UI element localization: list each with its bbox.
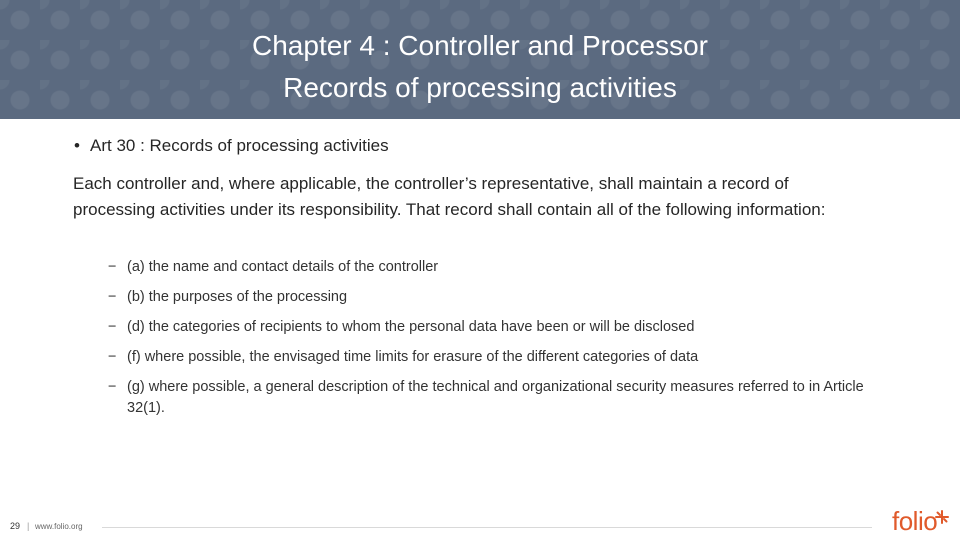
slide-title-line-2: Records of processing activities — [283, 72, 677, 103]
sub-item-f — [108, 347, 898, 368]
footer-website: www.folio.org — [35, 522, 83, 531]
sub-item-a — [108, 257, 898, 278]
sub-item-g — [108, 377, 898, 419]
dash-marker: − — [108, 259, 117, 275]
sub-item-text: (d) the categories of recipients to whom the personal data have been or will be disclosed — [127, 319, 695, 335]
sub-item-text: (b) the purposes of the processing — [127, 289, 348, 305]
bullet-text: Art 30 : Records of processing activities — [90, 136, 389, 155]
footer-divider — [102, 527, 872, 528]
footer-separator: | — [27, 521, 30, 531]
sub-item-d — [108, 317, 898, 338]
folio-logo-mark-icon — [934, 509, 950, 525]
sub-item-b — [108, 287, 898, 308]
dash-marker: − — [108, 319, 117, 335]
slide-title-line-1: Chapter 4 : Controller and Processor — [252, 30, 708, 61]
folio-logo: folio — [892, 506, 938, 536]
bullet-symbol: • — [74, 136, 80, 155]
dash-marker: − — [108, 379, 117, 395]
dash-marker: − — [108, 289, 117, 305]
page-number: 29 — [10, 521, 21, 531]
title-banner — [0, 0, 960, 119]
sub-item-text: (f) where possible, the envisaged time limits for erasure of the different categories of data — [127, 349, 699, 365]
dash-marker: − — [108, 349, 117, 365]
sub-item-text: (a) the name and contact details of the controller — [127, 259, 439, 275]
sub-item-text: (g) where possible, a general description of the technical and organizational security measures referred to in Article 32(1). — [127, 379, 864, 416]
body-paragraph: Each controller and, where applicable, the controller’s representative, shall maintain a record of processing activities under its responsibility. That record shall contain all of the following information: — [73, 174, 826, 219]
bullet-item — [74, 135, 389, 157]
